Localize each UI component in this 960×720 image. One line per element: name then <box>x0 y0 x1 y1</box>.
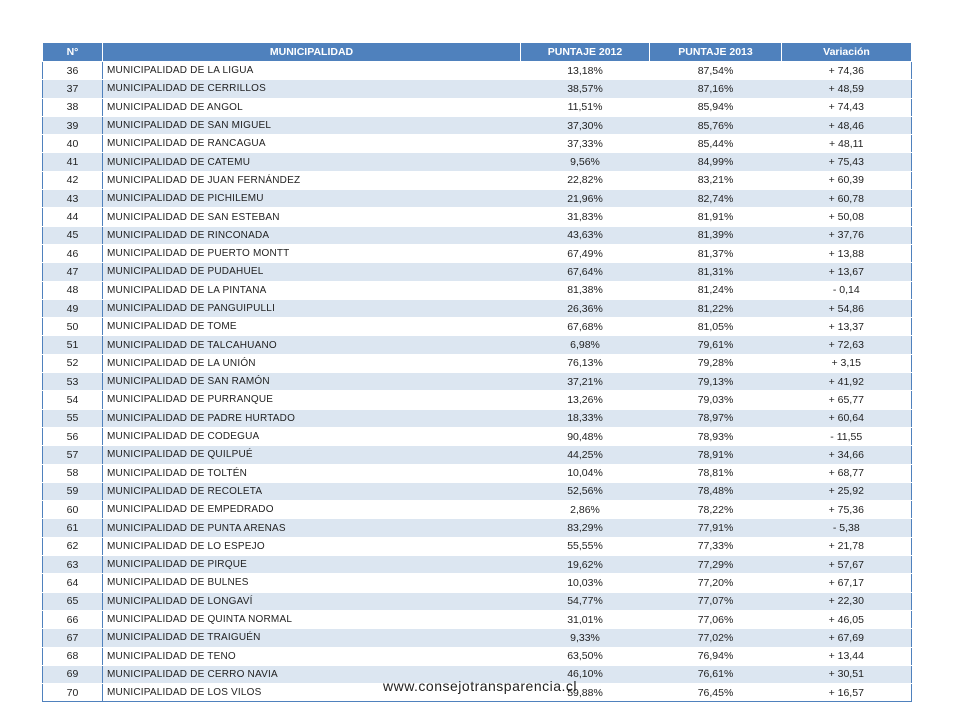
table-row <box>43 299 912 317</box>
header-municipality: MUNICIPALIDAD <box>103 43 521 62</box>
cell-municipality: MUNICIPALIDAD DE PADRE HURTADO <box>103 409 521 427</box>
table-row <box>43 556 912 574</box>
cell-municipality: MUNICIPALIDAD DE QUINTA NORMAL <box>103 610 521 628</box>
cell-number: 57 <box>43 446 103 464</box>
cell-score-2012: 9,56% <box>521 153 650 171</box>
cell-number: 61 <box>43 519 103 537</box>
cell-score-2012: 37,21% <box>521 373 650 391</box>
cell-number: 52 <box>43 354 103 372</box>
table-row <box>43 446 912 464</box>
cell-variation: - 0,14 <box>782 281 912 299</box>
cell-score-2012: 83,29% <box>521 519 650 537</box>
cell-score-2012: 44,25% <box>521 446 650 464</box>
cell-municipality: MUNICIPALIDAD DE LA UNIÓN <box>103 354 521 372</box>
table-row <box>43 208 912 226</box>
cell-municipality: MUNICIPALIDAD DE LA PINTANA <box>103 281 521 299</box>
cell-municipality: MUNICIPALIDAD DE LA LIGUA <box>103 62 521 80</box>
cell-score-2012: 54,77% <box>521 592 650 610</box>
cell-variation: + 13,88 <box>782 244 912 262</box>
table-row <box>43 135 912 153</box>
cell-variation: + 13,37 <box>782 318 912 336</box>
cell-municipality: MUNICIPALIDAD DE PUDAHUEL <box>103 263 521 281</box>
cell-score-2012: 37,33% <box>521 135 650 153</box>
cell-score-2012: 37,30% <box>521 116 650 134</box>
table-row <box>43 281 912 299</box>
cell-municipality: MUNICIPALIDAD DE LOS VILOS <box>103 684 521 702</box>
cell-variation: + 74,36 <box>782 62 912 80</box>
table-body <box>43 62 912 702</box>
table-row <box>43 318 912 336</box>
table-row <box>43 427 912 445</box>
cell-number: 40 <box>43 135 103 153</box>
cell-score-2013: 82,74% <box>650 190 782 208</box>
cell-score-2012: 67,68% <box>521 318 650 336</box>
cell-number: 69 <box>43 665 103 683</box>
cell-variation: + 41,92 <box>782 373 912 391</box>
cell-number: 50 <box>43 318 103 336</box>
cell-number: 64 <box>43 574 103 592</box>
cell-number: 44 <box>43 208 103 226</box>
cell-municipality: MUNICIPALIDAD DE SAN ESTEBAN <box>103 208 521 226</box>
header-variation: Variación <box>782 43 912 62</box>
cell-number: 49 <box>43 299 103 317</box>
cell-municipality: MUNICIPALIDAD DE EMPEDRADO <box>103 501 521 519</box>
cell-number: 47 <box>43 263 103 281</box>
cell-variation: + 68,77 <box>782 464 912 482</box>
cell-municipality: MUNICIPALIDAD DE SAN MIGUEL <box>103 116 521 134</box>
cell-variation: + 3,15 <box>782 354 912 372</box>
table-row <box>43 244 912 262</box>
cell-score-2012: 10,03% <box>521 574 650 592</box>
cell-municipality: MUNICIPALIDAD DE LONGAVÍ <box>103 592 521 610</box>
cell-number: 63 <box>43 556 103 574</box>
cell-number: 67 <box>43 629 103 647</box>
cell-municipality: MUNICIPALIDAD DE TALCAHUANO <box>103 336 521 354</box>
cell-number: 38 <box>43 98 103 116</box>
table-row <box>43 574 912 592</box>
table-row <box>43 226 912 244</box>
cell-score-2012: 26,36% <box>521 299 650 317</box>
cell-score-2013: 84,99% <box>650 153 782 171</box>
cell-score-2013: 77,07% <box>650 592 782 610</box>
cell-score-2013: 81,37% <box>650 244 782 262</box>
cell-number: 48 <box>43 281 103 299</box>
cell-score-2013: 78,81% <box>650 464 782 482</box>
cell-score-2013: 76,61% <box>650 665 782 683</box>
ranking-table <box>42 42 912 702</box>
cell-variation: + 60,78 <box>782 190 912 208</box>
cell-variation: + 21,78 <box>782 537 912 555</box>
cell-variation: + 74,43 <box>782 98 912 116</box>
cell-municipality: MUNICIPALIDAD DE JUAN FERNÁNDEZ <box>103 171 521 189</box>
cell-score-2012: 11,51% <box>521 98 650 116</box>
cell-municipality: MUNICIPALIDAD DE CERRILLOS <box>103 80 521 98</box>
cell-score-2012: 38,57% <box>521 80 650 98</box>
cell-number: 60 <box>43 501 103 519</box>
cell-variation: + 34,66 <box>782 446 912 464</box>
cell-score-2013: 78,48% <box>650 482 782 500</box>
cell-number: 59 <box>43 482 103 500</box>
cell-municipality: MUNICIPALIDAD DE TOME <box>103 318 521 336</box>
cell-variation: + 13,67 <box>782 263 912 281</box>
cell-score-2013: 78,91% <box>650 446 782 464</box>
table-row <box>43 391 912 409</box>
cell-variation: + 67,17 <box>782 574 912 592</box>
cell-score-2013: 81,91% <box>650 208 782 226</box>
cell-number: 58 <box>43 464 103 482</box>
cell-number: 55 <box>43 409 103 427</box>
cell-variation: + 30,51 <box>782 665 912 683</box>
header-score-2012: PUNTAJE 2012 <box>521 43 650 62</box>
cell-score-2012: 55,55% <box>521 537 650 555</box>
cell-score-2013: 76,94% <box>650 647 782 665</box>
table-row <box>43 354 912 372</box>
cell-variation: + 13,44 <box>782 647 912 665</box>
cell-score-2013: 79,28% <box>650 354 782 372</box>
cell-score-2013: 79,03% <box>650 391 782 409</box>
cell-score-2013: 77,91% <box>650 519 782 537</box>
cell-number: 70 <box>43 684 103 702</box>
table-row <box>43 409 912 427</box>
cell-municipality: MUNICIPALIDAD DE CODEGUA <box>103 427 521 445</box>
cell-number: 65 <box>43 592 103 610</box>
table-row <box>43 153 912 171</box>
cell-variation: + 60,64 <box>782 409 912 427</box>
cell-score-2013: 85,94% <box>650 98 782 116</box>
cell-municipality: MUNICIPALIDAD DE QUILPUÉ <box>103 446 521 464</box>
cell-number: 54 <box>43 391 103 409</box>
cell-variation: + 37,76 <box>782 226 912 244</box>
cell-variation: + 46,05 <box>782 610 912 628</box>
table-row <box>43 464 912 482</box>
cell-score-2013: 78,97% <box>650 409 782 427</box>
cell-score-2013: 87,54% <box>650 62 782 80</box>
cell-score-2013: 81,22% <box>650 299 782 317</box>
cell-variation: + 50,08 <box>782 208 912 226</box>
table-row <box>43 537 912 555</box>
cell-score-2012: 13,18% <box>521 62 650 80</box>
cell-number: 41 <box>43 153 103 171</box>
cell-score-2013: 87,16% <box>650 80 782 98</box>
cell-score-2012: 31,83% <box>521 208 650 226</box>
cell-score-2012: 19,62% <box>521 556 650 574</box>
cell-municipality: MUNICIPALIDAD DE TRAIGUÉN <box>103 629 521 647</box>
cell-number: 68 <box>43 647 103 665</box>
cell-score-2012: 21,96% <box>521 190 650 208</box>
header-row <box>43 43 912 62</box>
cell-variation: + 16,57 <box>782 684 912 702</box>
cell-municipality: MUNICIPALIDAD DE CERRO NAVIA <box>103 665 521 683</box>
cell-variation: + 60,39 <box>782 171 912 189</box>
cell-municipality: MUNICIPALIDAD DE PICHILEMU <box>103 190 521 208</box>
cell-score-2013: 78,93% <box>650 427 782 445</box>
table-row <box>43 190 912 208</box>
cell-municipality: MUNICIPALIDAD DE PUNTA ARENAS <box>103 519 521 537</box>
table-row <box>43 647 912 665</box>
table-row <box>43 501 912 519</box>
table-row <box>43 171 912 189</box>
table-row <box>43 62 912 80</box>
cell-score-2012: 43,63% <box>521 226 650 244</box>
cell-municipality: MUNICIPALIDAD DE PANGUIPULLI <box>103 299 521 317</box>
cell-score-2012: 76,13% <box>521 354 650 372</box>
cell-municipality: MUNICIPALIDAD DE RANCAGUA <box>103 135 521 153</box>
cell-score-2012: 18,33% <box>521 409 650 427</box>
cell-score-2013: 79,13% <box>650 373 782 391</box>
footer-url: www.consejotransparencia.cl <box>382 678 578 694</box>
cell-municipality: MUNICIPALIDAD DE PIRQUE <box>103 556 521 574</box>
cell-score-2012: 59,88% <box>521 684 650 702</box>
table-row <box>43 336 912 354</box>
cell-variation: + 75,36 <box>782 501 912 519</box>
cell-municipality: MUNICIPALIDAD DE TOLTÉN <box>103 464 521 482</box>
cell-number: 62 <box>43 537 103 555</box>
cell-number: 66 <box>43 610 103 628</box>
cell-score-2012: 46,10% <box>521 665 650 683</box>
cell-municipality: MUNICIPALIDAD DE LO ESPEJO <box>103 537 521 555</box>
cell-score-2012: 6,98% <box>521 336 650 354</box>
table-row <box>43 98 912 116</box>
cell-variation: + 67,69 <box>782 629 912 647</box>
table-row <box>43 519 912 537</box>
cell-score-2013: 77,29% <box>650 556 782 574</box>
cell-number: 51 <box>43 336 103 354</box>
cell-score-2012: 67,49% <box>521 244 650 262</box>
cell-score-2012: 90,48% <box>521 427 650 445</box>
table-row <box>43 263 912 281</box>
cell-variation: + 75,43 <box>782 153 912 171</box>
cell-variation: + 65,77 <box>782 391 912 409</box>
cell-score-2013: 76,45% <box>650 684 782 702</box>
header-score-2013: PUNTAJE 2013 <box>650 43 782 62</box>
cell-number: 37 <box>43 80 103 98</box>
cell-number: 36 <box>43 62 103 80</box>
cell-score-2013: 83,21% <box>650 171 782 189</box>
cell-score-2013: 77,20% <box>650 574 782 592</box>
cell-score-2013: 77,06% <box>650 610 782 628</box>
cell-score-2013: 81,24% <box>650 281 782 299</box>
cell-variation: + 48,11 <box>782 135 912 153</box>
cell-variation: + 54,86 <box>782 299 912 317</box>
cell-score-2012: 52,56% <box>521 482 650 500</box>
table-row <box>43 80 912 98</box>
cell-municipality: MUNICIPALIDAD DE BULNES <box>103 574 521 592</box>
cell-score-2012: 22,82% <box>521 171 650 189</box>
cell-score-2013: 85,44% <box>650 135 782 153</box>
cell-score-2012: 81,38% <box>521 281 650 299</box>
cell-municipality: MUNICIPALIDAD DE PUERTO MONTT <box>103 244 521 262</box>
cell-municipality: MUNICIPALIDAD DE CATEMU <box>103 153 521 171</box>
cell-municipality: MUNICIPALIDAD DE SAN RAMÓN <box>103 373 521 391</box>
table-row <box>43 482 912 500</box>
cell-score-2013: 81,39% <box>650 226 782 244</box>
cell-variation: + 72,63 <box>782 336 912 354</box>
cell-number: 53 <box>43 373 103 391</box>
cell-variation: + 25,92 <box>782 482 912 500</box>
cell-score-2012: 63,50% <box>521 647 650 665</box>
cell-number: 45 <box>43 226 103 244</box>
cell-variation: + 57,67 <box>782 556 912 574</box>
cell-variation: - 5,38 <box>782 519 912 537</box>
cell-score-2012: 13,26% <box>521 391 650 409</box>
cell-number: 56 <box>43 427 103 445</box>
cell-number: 46 <box>43 244 103 262</box>
table-row <box>43 610 912 628</box>
cell-score-2013: 77,33% <box>650 537 782 555</box>
cell-municipality: MUNICIPALIDAD DE TENO <box>103 647 521 665</box>
cell-municipality: MUNICIPALIDAD DE RINCONADA <box>103 226 521 244</box>
cell-variation: + 48,46 <box>782 116 912 134</box>
cell-score-2013: 79,61% <box>650 336 782 354</box>
cell-variation: - 11,55 <box>782 427 912 445</box>
cell-score-2012: 9,33% <box>521 629 650 647</box>
cell-score-2013: 81,05% <box>650 318 782 336</box>
cell-score-2013: 85,76% <box>650 116 782 134</box>
cell-score-2013: 81,31% <box>650 263 782 281</box>
cell-variation: + 22,30 <box>782 592 912 610</box>
cell-score-2012: 31,01% <box>521 610 650 628</box>
cell-score-2013: 77,02% <box>650 629 782 647</box>
cell-score-2012: 10,04% <box>521 464 650 482</box>
cell-score-2013: 78,22% <box>650 501 782 519</box>
table-row <box>43 592 912 610</box>
cell-municipality: MUNICIPALIDAD DE ANGOL <box>103 98 521 116</box>
cell-municipality: MUNICIPALIDAD DE RECOLETA <box>103 482 521 500</box>
header-number: N° <box>43 43 103 62</box>
cell-score-2012: 67,64% <box>521 263 650 281</box>
cell-number: 39 <box>43 116 103 134</box>
cell-variation: + 48,59 <box>782 80 912 98</box>
cell-number: 43 <box>43 190 103 208</box>
cell-score-2012: 2,86% <box>521 501 650 519</box>
table-row <box>43 373 912 391</box>
cell-number: 42 <box>43 171 103 189</box>
table-header <box>43 43 912 62</box>
table-row <box>43 116 912 134</box>
table-row <box>43 629 912 647</box>
cell-municipality: MUNICIPALIDAD DE PURRANQUE <box>103 391 521 409</box>
